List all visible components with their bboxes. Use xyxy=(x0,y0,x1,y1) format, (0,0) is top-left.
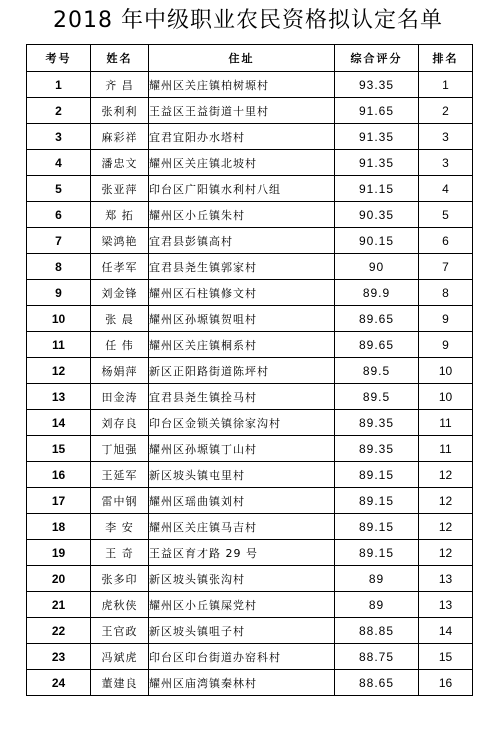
score-cell: 88.65 xyxy=(335,670,419,696)
exam-number-cell: 15 xyxy=(27,436,91,462)
address-cell: 印台区印台街道办窑科村 xyxy=(149,644,335,670)
rank-cell: 12 xyxy=(419,462,473,488)
score-cell: 89 xyxy=(335,566,419,592)
name-cell: 丁旭强 xyxy=(91,436,149,462)
name-cell: 董建良 xyxy=(91,670,149,696)
rank-cell: 11 xyxy=(419,436,473,462)
exam-number-cell: 7 xyxy=(27,228,91,254)
header-address: 住址 xyxy=(149,45,335,72)
exam-number-cell: 23 xyxy=(27,644,91,670)
table-row xyxy=(27,358,473,384)
rank-cell: 4 xyxy=(419,176,473,202)
rank-cell: 13 xyxy=(419,592,473,618)
table-row xyxy=(27,436,473,462)
rank-cell: 1 xyxy=(419,72,473,98)
exam-number-cell: 18 xyxy=(27,514,91,540)
rank-cell: 6 xyxy=(419,228,473,254)
address-cell: 耀州区关庄镇桐系村 xyxy=(149,332,335,358)
rank-cell: 2 xyxy=(419,98,473,124)
score-cell: 89.65 xyxy=(335,332,419,358)
address-cell: 新区坡头镇张沟村 xyxy=(149,566,335,592)
exam-number-cell: 22 xyxy=(27,618,91,644)
exam-number-cell: 3 xyxy=(27,124,91,150)
table-row xyxy=(27,124,473,150)
address-cell: 新区坡头镇屯里村 xyxy=(149,462,335,488)
table-row xyxy=(27,254,473,280)
name-cell: 郑 拓 xyxy=(91,202,149,228)
table-row xyxy=(27,176,473,202)
name-cell: 张 晨 xyxy=(91,306,149,332)
exam-number-cell: 19 xyxy=(27,540,91,566)
table-row xyxy=(27,540,473,566)
score-cell: 91.35 xyxy=(335,150,419,176)
name-cell: 王 奇 xyxy=(91,540,149,566)
name-cell: 潘忠文 xyxy=(91,150,149,176)
table-row xyxy=(27,566,473,592)
rank-cell: 11 xyxy=(419,410,473,436)
table-row xyxy=(27,228,473,254)
rank-cell: 10 xyxy=(419,358,473,384)
exam-number-cell: 2 xyxy=(27,98,91,124)
score-cell: 89.65 xyxy=(335,306,419,332)
rank-cell: 10 xyxy=(419,384,473,410)
rank-cell: 14 xyxy=(419,618,473,644)
table-row xyxy=(27,98,473,124)
table-row xyxy=(27,384,473,410)
rank-cell: 3 xyxy=(419,150,473,176)
exam-number-cell: 21 xyxy=(27,592,91,618)
exam-number-cell: 6 xyxy=(27,202,91,228)
header-name: 姓名 xyxy=(91,45,149,72)
score-cell: 93.35 xyxy=(335,72,419,98)
score-cell: 90.35 xyxy=(335,202,419,228)
name-cell: 杨娟萍 xyxy=(91,358,149,384)
address-cell: 宜君县尧生镇郭家村 xyxy=(149,254,335,280)
name-cell: 刘金锋 xyxy=(91,280,149,306)
address-cell: 耀州区庙湾镇秦林村 xyxy=(149,670,335,696)
score-cell: 89.9 xyxy=(335,280,419,306)
rank-cell: 13 xyxy=(419,566,473,592)
rank-cell: 9 xyxy=(419,306,473,332)
exam-number-cell: 8 xyxy=(27,254,91,280)
score-cell: 91.35 xyxy=(335,124,419,150)
name-cell: 李 安 xyxy=(91,514,149,540)
address-cell: 王益区育才路 29 号 xyxy=(149,540,335,566)
address-cell: 新区坡头镇咀子村 xyxy=(149,618,335,644)
table-row xyxy=(27,592,473,618)
table-row xyxy=(27,670,473,696)
name-cell: 冯斌虎 xyxy=(91,644,149,670)
address-cell: 耀州区石柱镇修文村 xyxy=(149,280,335,306)
rank-cell: 3 xyxy=(419,124,473,150)
exam-number-cell: 1 xyxy=(27,72,91,98)
table-row xyxy=(27,462,473,488)
name-cell: 任 伟 xyxy=(91,332,149,358)
address-cell: 宜君县尧生镇拴马村 xyxy=(149,384,335,410)
exam-number-cell: 9 xyxy=(27,280,91,306)
rank-cell: 12 xyxy=(419,514,473,540)
name-cell: 梁鸿艳 xyxy=(91,228,149,254)
score-cell: 89.15 xyxy=(335,540,419,566)
name-cell: 雷中钢 xyxy=(91,488,149,514)
exam-number-cell: 10 xyxy=(27,306,91,332)
name-cell: 王延军 xyxy=(91,462,149,488)
address-cell: 耀州区关庄镇柏树塬村 xyxy=(149,72,335,98)
score-cell: 91.15 xyxy=(335,176,419,202)
address-cell: 王益区王益街道十里村 xyxy=(149,98,335,124)
rank-cell: 7 xyxy=(419,254,473,280)
score-cell: 89.15 xyxy=(335,462,419,488)
address-cell: 耀州区关庄镇马吉村 xyxy=(149,514,335,540)
address-cell: 耀州区孙塬镇丁山村 xyxy=(149,436,335,462)
name-cell: 田金涛 xyxy=(91,384,149,410)
name-cell: 任孝军 xyxy=(91,254,149,280)
address-cell: 耀州区小丘镇朱村 xyxy=(149,202,335,228)
rank-cell: 5 xyxy=(419,202,473,228)
exam-number-cell: 12 xyxy=(27,358,91,384)
rank-cell: 12 xyxy=(419,488,473,514)
score-cell: 89.15 xyxy=(335,488,419,514)
name-cell: 齐 昌 xyxy=(91,72,149,98)
address-cell: 宜君县彭镇高村 xyxy=(149,228,335,254)
table-row xyxy=(27,410,473,436)
exam-number-cell: 20 xyxy=(27,566,91,592)
name-cell: 麻彩祥 xyxy=(91,124,149,150)
address-cell: 新区正阳路街道陈坪村 xyxy=(149,358,335,384)
score-cell: 89.5 xyxy=(335,384,419,410)
header-exam-number: 考号 xyxy=(27,45,91,72)
rank-cell: 8 xyxy=(419,280,473,306)
address-cell: 印台区金锁关镇徐家沟村 xyxy=(149,410,335,436)
table-row xyxy=(27,306,473,332)
address-cell: 耀州区小丘镇屎党村 xyxy=(149,592,335,618)
score-cell: 89.5 xyxy=(335,358,419,384)
address-cell: 印台区广阳镇水利村八组 xyxy=(149,176,335,202)
address-cell: 耀州区瑶曲镇刘村 xyxy=(149,488,335,514)
table-row xyxy=(27,644,473,670)
address-cell: 宜君宜阳办水塔村 xyxy=(149,124,335,150)
score-cell: 89.35 xyxy=(335,436,419,462)
table-header-row xyxy=(27,45,473,72)
table-row xyxy=(27,280,473,306)
header-score: 综合评分 xyxy=(335,45,419,72)
score-cell: 91.65 xyxy=(335,98,419,124)
table-body xyxy=(27,72,473,696)
header-rank: 排名 xyxy=(419,45,473,72)
score-cell: 90 xyxy=(335,254,419,280)
exam-number-cell: 16 xyxy=(27,462,91,488)
table-row xyxy=(27,618,473,644)
name-cell: 刘存良 xyxy=(91,410,149,436)
table-row xyxy=(27,514,473,540)
exam-number-cell: 5 xyxy=(27,176,91,202)
table-row xyxy=(27,488,473,514)
score-cell: 88.75 xyxy=(335,644,419,670)
score-cell: 89.15 xyxy=(335,514,419,540)
table-row xyxy=(27,72,473,98)
exam-number-cell: 17 xyxy=(27,488,91,514)
score-cell: 89.35 xyxy=(335,410,419,436)
name-cell: 张亚萍 xyxy=(91,176,149,202)
exam-number-cell: 13 xyxy=(27,384,91,410)
address-cell: 耀州区孙塬镇贺咀村 xyxy=(149,306,335,332)
name-cell: 虎秋侠 xyxy=(91,592,149,618)
candidate-table xyxy=(26,44,473,696)
exam-number-cell: 11 xyxy=(27,332,91,358)
score-cell: 89 xyxy=(335,592,419,618)
address-cell: 耀州区关庄镇北坡村 xyxy=(149,150,335,176)
exam-number-cell: 4 xyxy=(27,150,91,176)
rank-cell: 9 xyxy=(419,332,473,358)
score-cell: 88.85 xyxy=(335,618,419,644)
rank-cell: 16 xyxy=(419,670,473,696)
name-cell: 张利利 xyxy=(91,98,149,124)
rank-cell: 12 xyxy=(419,540,473,566)
document-title: 2018 年中级职业农民资格拟认定名单 xyxy=(53,8,443,33)
table-row xyxy=(27,332,473,358)
name-cell: 张多印 xyxy=(91,566,149,592)
table-row xyxy=(27,150,473,176)
table-row xyxy=(27,202,473,228)
exam-number-cell: 14 xyxy=(27,410,91,436)
rank-cell: 15 xyxy=(419,644,473,670)
exam-number-cell: 24 xyxy=(27,670,91,696)
score-cell: 90.15 xyxy=(335,228,419,254)
name-cell: 王官政 xyxy=(91,618,149,644)
